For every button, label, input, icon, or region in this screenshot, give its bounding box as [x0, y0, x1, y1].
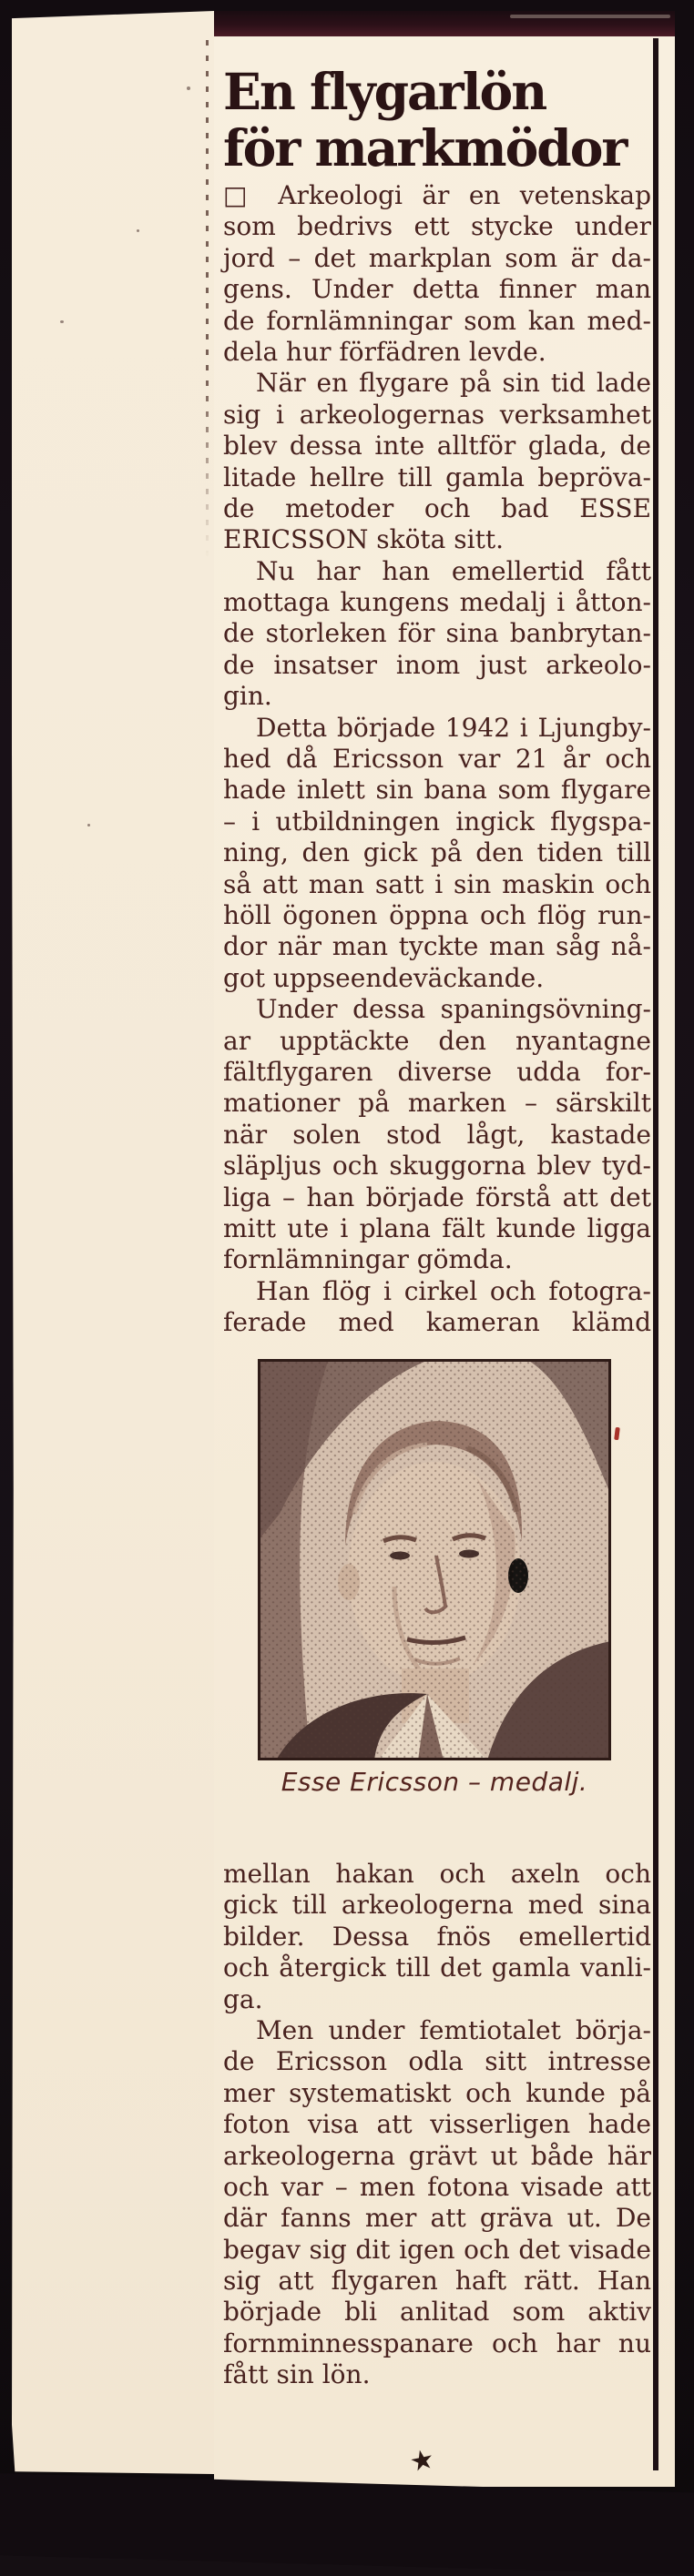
text-line: □ Arkeologi är en vetenskap: [223, 180, 651, 210]
text-line: gin.: [223, 681, 272, 712]
text-line: och återgick till det gamla vanli-: [223, 1952, 651, 1983]
paper-speck: [87, 824, 90, 827]
text-line: fornlämningar gömda.: [223, 1244, 513, 1275]
text-line: fornminnesspanare och har nu: [223, 2328, 651, 2358]
paper-speck: [60, 320, 64, 323]
article-body-top: [223, 180, 651, 1338]
text-line: släpljus och skuggorna blev tyd-: [223, 1151, 651, 1182]
text-line: jord – det markplan som är da-: [223, 242, 651, 273]
text-line: fältflygaren diverse udda for-: [223, 1056, 651, 1087]
text-line: ar upptäckte den nyantagne: [223, 1025, 651, 1056]
portrait-photo: [258, 1359, 611, 1760]
text-line: mottaga kungens medalj i åtton-: [223, 587, 651, 618]
text-line: och var – men fotona visade att: [223, 2171, 651, 2202]
text-line: de storleken för sina banbrytan-: [223, 618, 651, 649]
text-line: När en flygare på sin tid lade: [256, 368, 651, 399]
text-line: de metoder och bad ESSE: [223, 492, 651, 523]
paper-speck: [137, 229, 139, 232]
text-line: så att man satt i sin maskin och: [223, 868, 651, 899]
text-line: mer systematiskt och kunde på: [223, 2077, 651, 2108]
text-line: gick till arkeologerna med sina: [223, 1890, 651, 1921]
text-line: höll ögonen öppna och flög run-: [223, 899, 651, 930]
torn-bottom-edge: [0, 2472, 694, 2575]
text-line: Han flög i cirkel och fotogra-: [256, 1275, 651, 1306]
text-line: mitt ute i plana fält kunde ligga: [223, 1212, 651, 1243]
headline-line-1: En flygarlön: [223, 62, 546, 121]
text-line: dela hur förfädren levde.: [223, 336, 546, 367]
text-line: ning, den gick på den tiden till: [223, 837, 651, 868]
text-line: började bli anlitad som aktiv: [223, 2297, 651, 2328]
headline-line-2: för markmödor: [223, 118, 627, 177]
text-line: de Ericsson odla sitt intresse: [223, 2046, 651, 2077]
text-line: när solen stod lågt, kastade: [223, 1119, 651, 1150]
text-line: Men under femtiotalet börja-: [256, 2014, 651, 2045]
text-line: ERICSSON sköta sitt.: [223, 524, 504, 555]
text-line: hed då Ericsson var 21 år och: [223, 744, 651, 775]
text-line: de insatser inom just arkeolo-: [223, 649, 651, 680]
text-line: som bedrivs ett stycke under: [223, 211, 651, 242]
text-line: dor när man tyckte man såg nå-: [223, 931, 651, 962]
photo-caption: Esse Ericsson – medalj.: [281, 1767, 588, 1797]
column-rule: [653, 38, 658, 2470]
paper-speck: [187, 86, 190, 90]
text-line: begav sig dit igen och det visade: [223, 2234, 651, 2265]
text-line: litade hellre till gamla bepröva-: [223, 461, 651, 492]
top-edge-highlight: [510, 15, 670, 18]
text-line: bilder. Dessa fnös emellertid: [223, 1921, 651, 1952]
text-line: fått sin lön.: [223, 2359, 371, 2390]
text-line: sig i arkeologernas verksamhet: [223, 399, 651, 430]
text-line: blev dessa inte alltför glada, de: [223, 431, 651, 461]
text-line: Nu har han emellertid fått: [256, 555, 651, 586]
text-line: där fanns mer att gräva ut. De: [223, 2203, 651, 2234]
text-line: foton visa att visserligen hade: [223, 2109, 651, 2140]
text-line: liga – han började förstå att det: [223, 1182, 651, 1212]
text-line: – i utbildningen ingick flygspa-: [223, 806, 651, 837]
text-line: gens. Under detta finner man: [223, 274, 651, 305]
text-line: ga.: [223, 1983, 263, 2014]
text-line: Detta började 1942 i Ljungby-: [256, 712, 651, 743]
fold-dashed-line: [206, 40, 209, 559]
text-line: de fornlämningar som kan med-: [223, 305, 651, 336]
text-line: arkeologerna grävt ut både här: [223, 2140, 651, 2171]
clipping-left-margin: [12, 11, 214, 2474]
text-line: ferade med kameran klämd: [223, 1307, 651, 1338]
text-line: hade inlett sin bana som flygare: [223, 775, 651, 806]
text-line: sig att flygaren haft rätt. Han: [223, 2266, 651, 2297]
text-line: got uppseendeväckande.: [223, 962, 545, 993]
article-body-bottom: [223, 1859, 651, 2391]
text-line: Under dessa spaningsövning-: [256, 994, 651, 1025]
headline: [223, 64, 660, 177]
star-icon: ★: [406, 2442, 438, 2480]
text-line: mationer på marken – särskilt: [223, 1088, 651, 1119]
text-line: mellan hakan och axeln och: [223, 1859, 651, 1889]
